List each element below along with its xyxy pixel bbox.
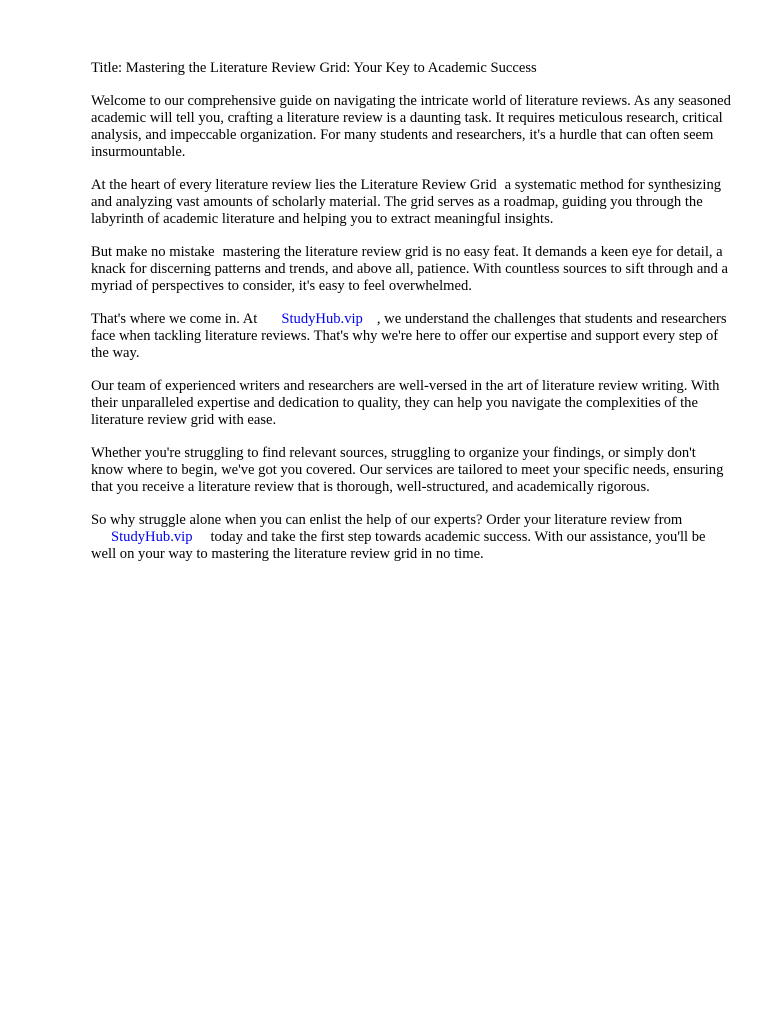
paragraph-text: That's where we come in. At [91,311,258,327]
paragraph-intro: Welcome to our comprehensive guide on navigating the intricate world of literature reviews. As any seasoned academic will tell you, crafting a literature review is a daunting task. It requires meticulous research, critical analysis, and impeccable organization. For many students and researchers, it's a hurdle that can often seem insurmountable. [91,93,731,160]
paragraph-text: today and take the first step towards academic success. With our assistance, you'll be well on your way to mastering the literature review grid in no time. [91,529,706,562]
paragraph-grid-definition [91,177,731,228]
paragraph-coverage: Whether you're struggling to find relevant sources, struggling to organize your findings, or simply don't know where to begin, we've got you covered. Our services are tailored to meet your specific needs, ensuring that you receive a literature review that is thorough, well-structured, and academically rigorous. [91,445,724,495]
paragraph-text: mastering the literature review grid is no easy feat. It demands a keen eye for detail, a knack for discerning patterns and trends, and above all, patience. With countless sources to sift through and a myriad of perspectives to consider, it's easy to feel overwhelmed. [91,244,729,294]
paragraph-team: Our team of experienced writers and researchers are well-versed in the art of literature review writing. With their unparalleled expertise and dedication to quality, they can help you navigate the complexities of the literature review grid with ease. [91,378,720,428]
paragraph-text: But make no mistake [91,244,215,260]
paragraph-text: a systematic method for synthesizing and analyzing vast amounts of scholarly material. The grid serves as a roadmap, guiding you through the labyrinth of academic literature and helping you to extract meaningful insights. [91,177,722,227]
paragraph-text: , we understand the challenges that students and researchers face when tackling literature reviews. That's why we're here to offer our expertise and support every step of the way. [91,311,727,361]
paragraph-text: At the heart of every literature review lies the Literature Review Grid [91,177,497,193]
studyhub-link[interactable]: StudyHub.vip [281,311,363,327]
document-page [91,60,731,579]
document-title: Title: Mastering the Literature Review Grid: Your Key to Academic Success [91,60,537,76]
paragraph-call-to-action [91,512,731,563]
paragraph-text: So why struggle alone when you can enlist the help of our experts? Order your literature review from [91,512,683,528]
paragraph-challenges [91,244,731,295]
paragraph-service-intro [91,311,731,362]
studyhub-link[interactable]: StudyHub.vip [111,529,193,545]
